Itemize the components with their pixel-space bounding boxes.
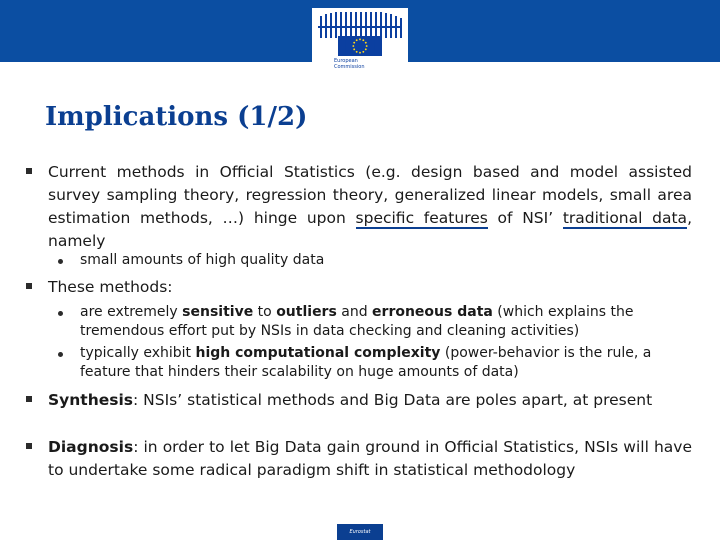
round-bullet-icon [58, 259, 63, 264]
square-bullet-icon [26, 283, 32, 289]
eurostat-badge: Eurostat [337, 524, 383, 540]
bullet-text: These methods: [48, 278, 173, 296]
bullet-text: Current methods in Official Statistics (e.g. design based and model assisted survey sampling theory, regression theory, generalized linear models, small area estimation methods, …) hinge upon specific features of NSI’ traditional data, namely [48, 163, 692, 250]
logo-text: European Commission [334, 58, 365, 70]
slide-title: Implications (1/2) [45, 102, 308, 132]
specific-features-link[interactable]: specific features [355, 209, 488, 227]
bullet-text: Synthesis: NSIs’ statistical methods and Big Data are poles apart, at present [48, 391, 653, 409]
bullet-text: Diagnosis: in order to let Big Data gain ground in Official Statistics, NSIs will have to undertake some radical paradigm shift in statistical methodology [48, 438, 692, 479]
sub-bullet-text: are extremely sensitive to outliers and erroneous data (which explains the tremendous effort put by NSIs in data checking and cleaning activities) [80, 304, 634, 339]
square-bullet-icon [26, 443, 32, 449]
round-bullet-icon [58, 311, 63, 316]
square-bullet-icon [26, 168, 32, 174]
sub-bullet-text: small amounts of high quality data [80, 252, 325, 268]
traditional-data-link[interactable]: traditional data [562, 209, 688, 227]
sub-bullet-text: typically exhibit high computational complexity (power-behavior is the rule, a feature that hinders their scalability on huge amounts of data) [80, 345, 652, 380]
round-bullet-icon [58, 352, 63, 357]
square-bullet-icon [26, 396, 32, 402]
